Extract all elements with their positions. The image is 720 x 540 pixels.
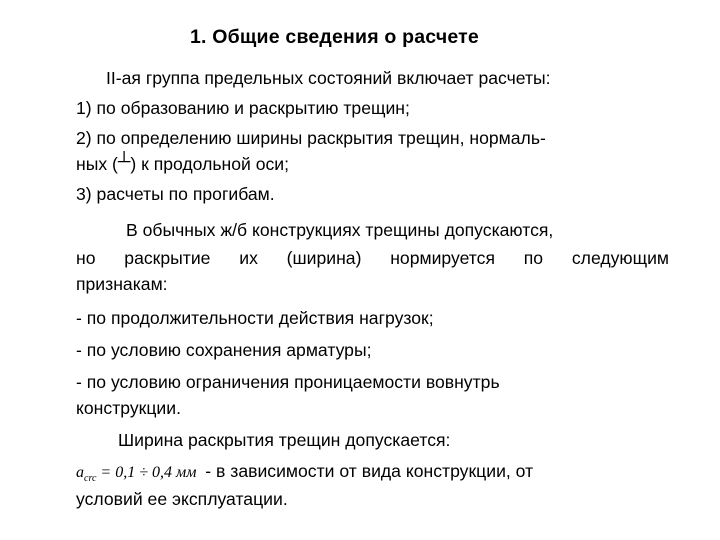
paragraph2-line3: признакам: — [76, 274, 168, 294]
list-item-1: 1) по образованию и раскрытию трещин; — [76, 98, 410, 118]
paragraph2-line1: В обычных ж/б конструкциях трещины допускаются, — [126, 220, 554, 240]
criterion-1: - по продолжительности действия нагрузок; — [76, 308, 434, 328]
criterion-3: - по условию ограничения проницаемости вовнутрь — [76, 372, 500, 392]
list-item-2-continuation — [76, 153, 289, 175]
criterion-3-continuation: конструкции. — [76, 398, 181, 418]
last-line: условий ее эксплуатации. — [76, 489, 288, 509]
list-item-3: 3) расчеты по прогибам. — [76, 184, 275, 204]
paragraph2-line2: но раскрытие их (ширина) нормируется по следующим — [76, 248, 669, 268]
width-text: Ширина раскрытия трещин допускается: — [118, 430, 451, 450]
criterion-2: - по условию сохранения арматуры; — [76, 340, 372, 360]
list-item-2: 2) по определению ширины раскрытия трещин, нормаль- — [76, 128, 546, 148]
crack-width-formula — [76, 462, 196, 490]
list-item-2-text-a: ных ( — [76, 154, 118, 174]
formula-tail: - в зависимости от вида конструкции, от — [205, 461, 534, 481]
formula-subscript: crc — [84, 473, 97, 485]
formula-line — [76, 460, 533, 490]
formula-symbol: a — [76, 464, 84, 481]
list-item-2-text-b: ) к продольной оси; — [130, 154, 290, 174]
formula-expression: = 0,1 ÷ 0,4 мм — [100, 464, 197, 481]
page-title: 1. Общие сведения о расчете — [190, 26, 479, 48]
perpendicular-symbol: ┴ — [117, 151, 131, 171]
intro-line: II-ая группа предельных состояний включает расчеты: — [106, 68, 551, 88]
